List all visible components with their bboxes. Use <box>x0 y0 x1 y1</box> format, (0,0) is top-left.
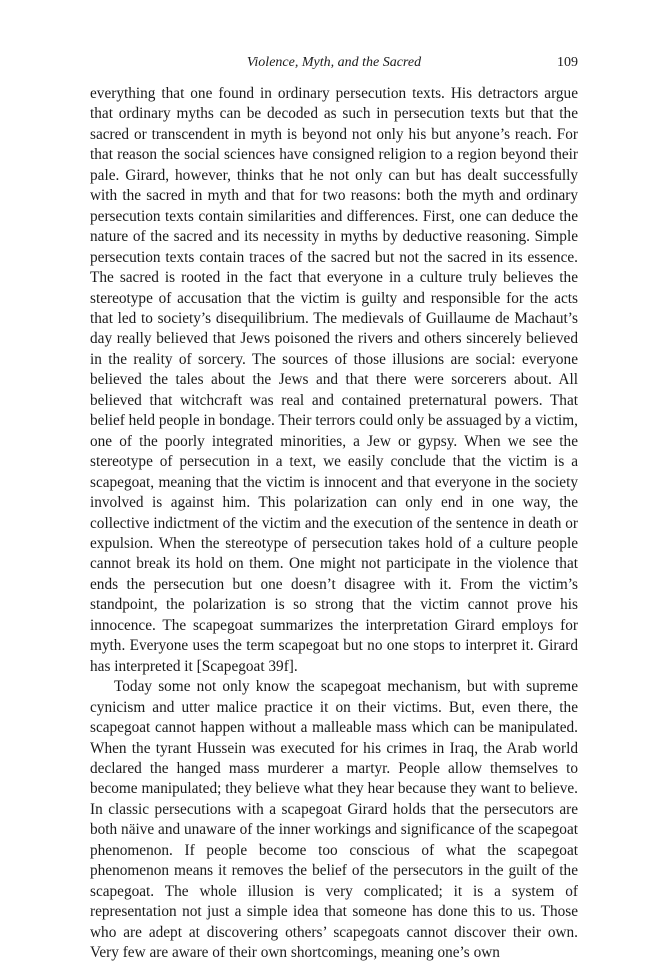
paragraph: Today some not only know the scapegoat mechanism, but with supreme cynicism and utter malice practice it on their victims. But, even there, the scapegoat cannot happen without a malleable mass which can be manipulated. When the tyrant Hussein was executed for his crimes in Iraq, the Arab world declared the hanged mass murderer a martyr. People allow themselves to become manipulated; they believe what they hear because they want to believe. In classic persecutions with a scapegoat Girard holds that the persecutors are both näive and unaware of the inner workings and significance of the scapegoat phenomenon. If people become too conscious of what the scapegoat phenomenon means it removes the belief of the persecutors in the guilt of the scapegoat. The whole illusion is very complicated; it is a system of representation not just a simple idea that someone has done this to us. Those who are adept at discovering others’ scapegoats cannot discover their own. Very few are aware of their own shortcomings, meaning one’s own <box>90 678 578 962</box>
running-head <box>90 55 578 75</box>
paragraph-continued: everything that one found in ordinary persecution texts. His detractors argue that ordinary myths can be decoded as such in persecution texts but that the sacred or transcendent in myth is beyond not only his but anyone’s reach. For that reason the social sciences have consigned religion to a region beyond their pale. Girard, however, thinks that he not only can but has dealt successfully with the sacred in myth and that for two reasons: both the myth and ordinary persecution texts contain similarities and differences. First, one can deduce the nature of the sacred and its necessity in myths by deductive reasoning. Simple persecution texts contain traces of the sacred but not the sacred in its essence. The sacred is rooted in the fact that everyone in a culture truly believes the stereotype of accusation that the victim is guilty and responsible for the acts that led to society’s disequilibrium. The medievals of Guillaume de Machaut’s day really believed that Jews poisoned the rivers and others sincerely believed in the reality of sorcery. The sources of those illusions are social: everyone believed the tales about the Jews and that there were sorcerers about. All believed that witchcraft was real and contained preternatural powers. That belief held people in bondage. Their terrors could only be assuaged by a victim, one of the poorly integrated minorities, a Jew or gypsy. When we see the stereotype of persecution in a text, we easily conclude that the victim is a scapegoat, meaning that the victim is innocent and that everyone in the society involved is against him. This polarization can only end in one way, the collective indictment of the victim and the execution of the sentence in death or expulsion. When the stereotype of persecution takes hold of a culture people cannot break its hold on them. One might not participate in the violence that ends the persecution but one doesn’t disagree with it. From the victim’s standpoint, the polarization is so strong that the victim cannot prove his innocence. The scapegoat summarizes the interpretation Girard employs for myth. Everyone uses the term scapegoat but no one stops to interpret it. Girard has interpreted it [Scapegoat 39f]. <box>90 85 578 675</box>
body-text <box>90 84 578 963</box>
running-title: Violence, Myth, and the Sacred <box>246 55 422 70</box>
page-number: 109 <box>557 55 578 70</box>
